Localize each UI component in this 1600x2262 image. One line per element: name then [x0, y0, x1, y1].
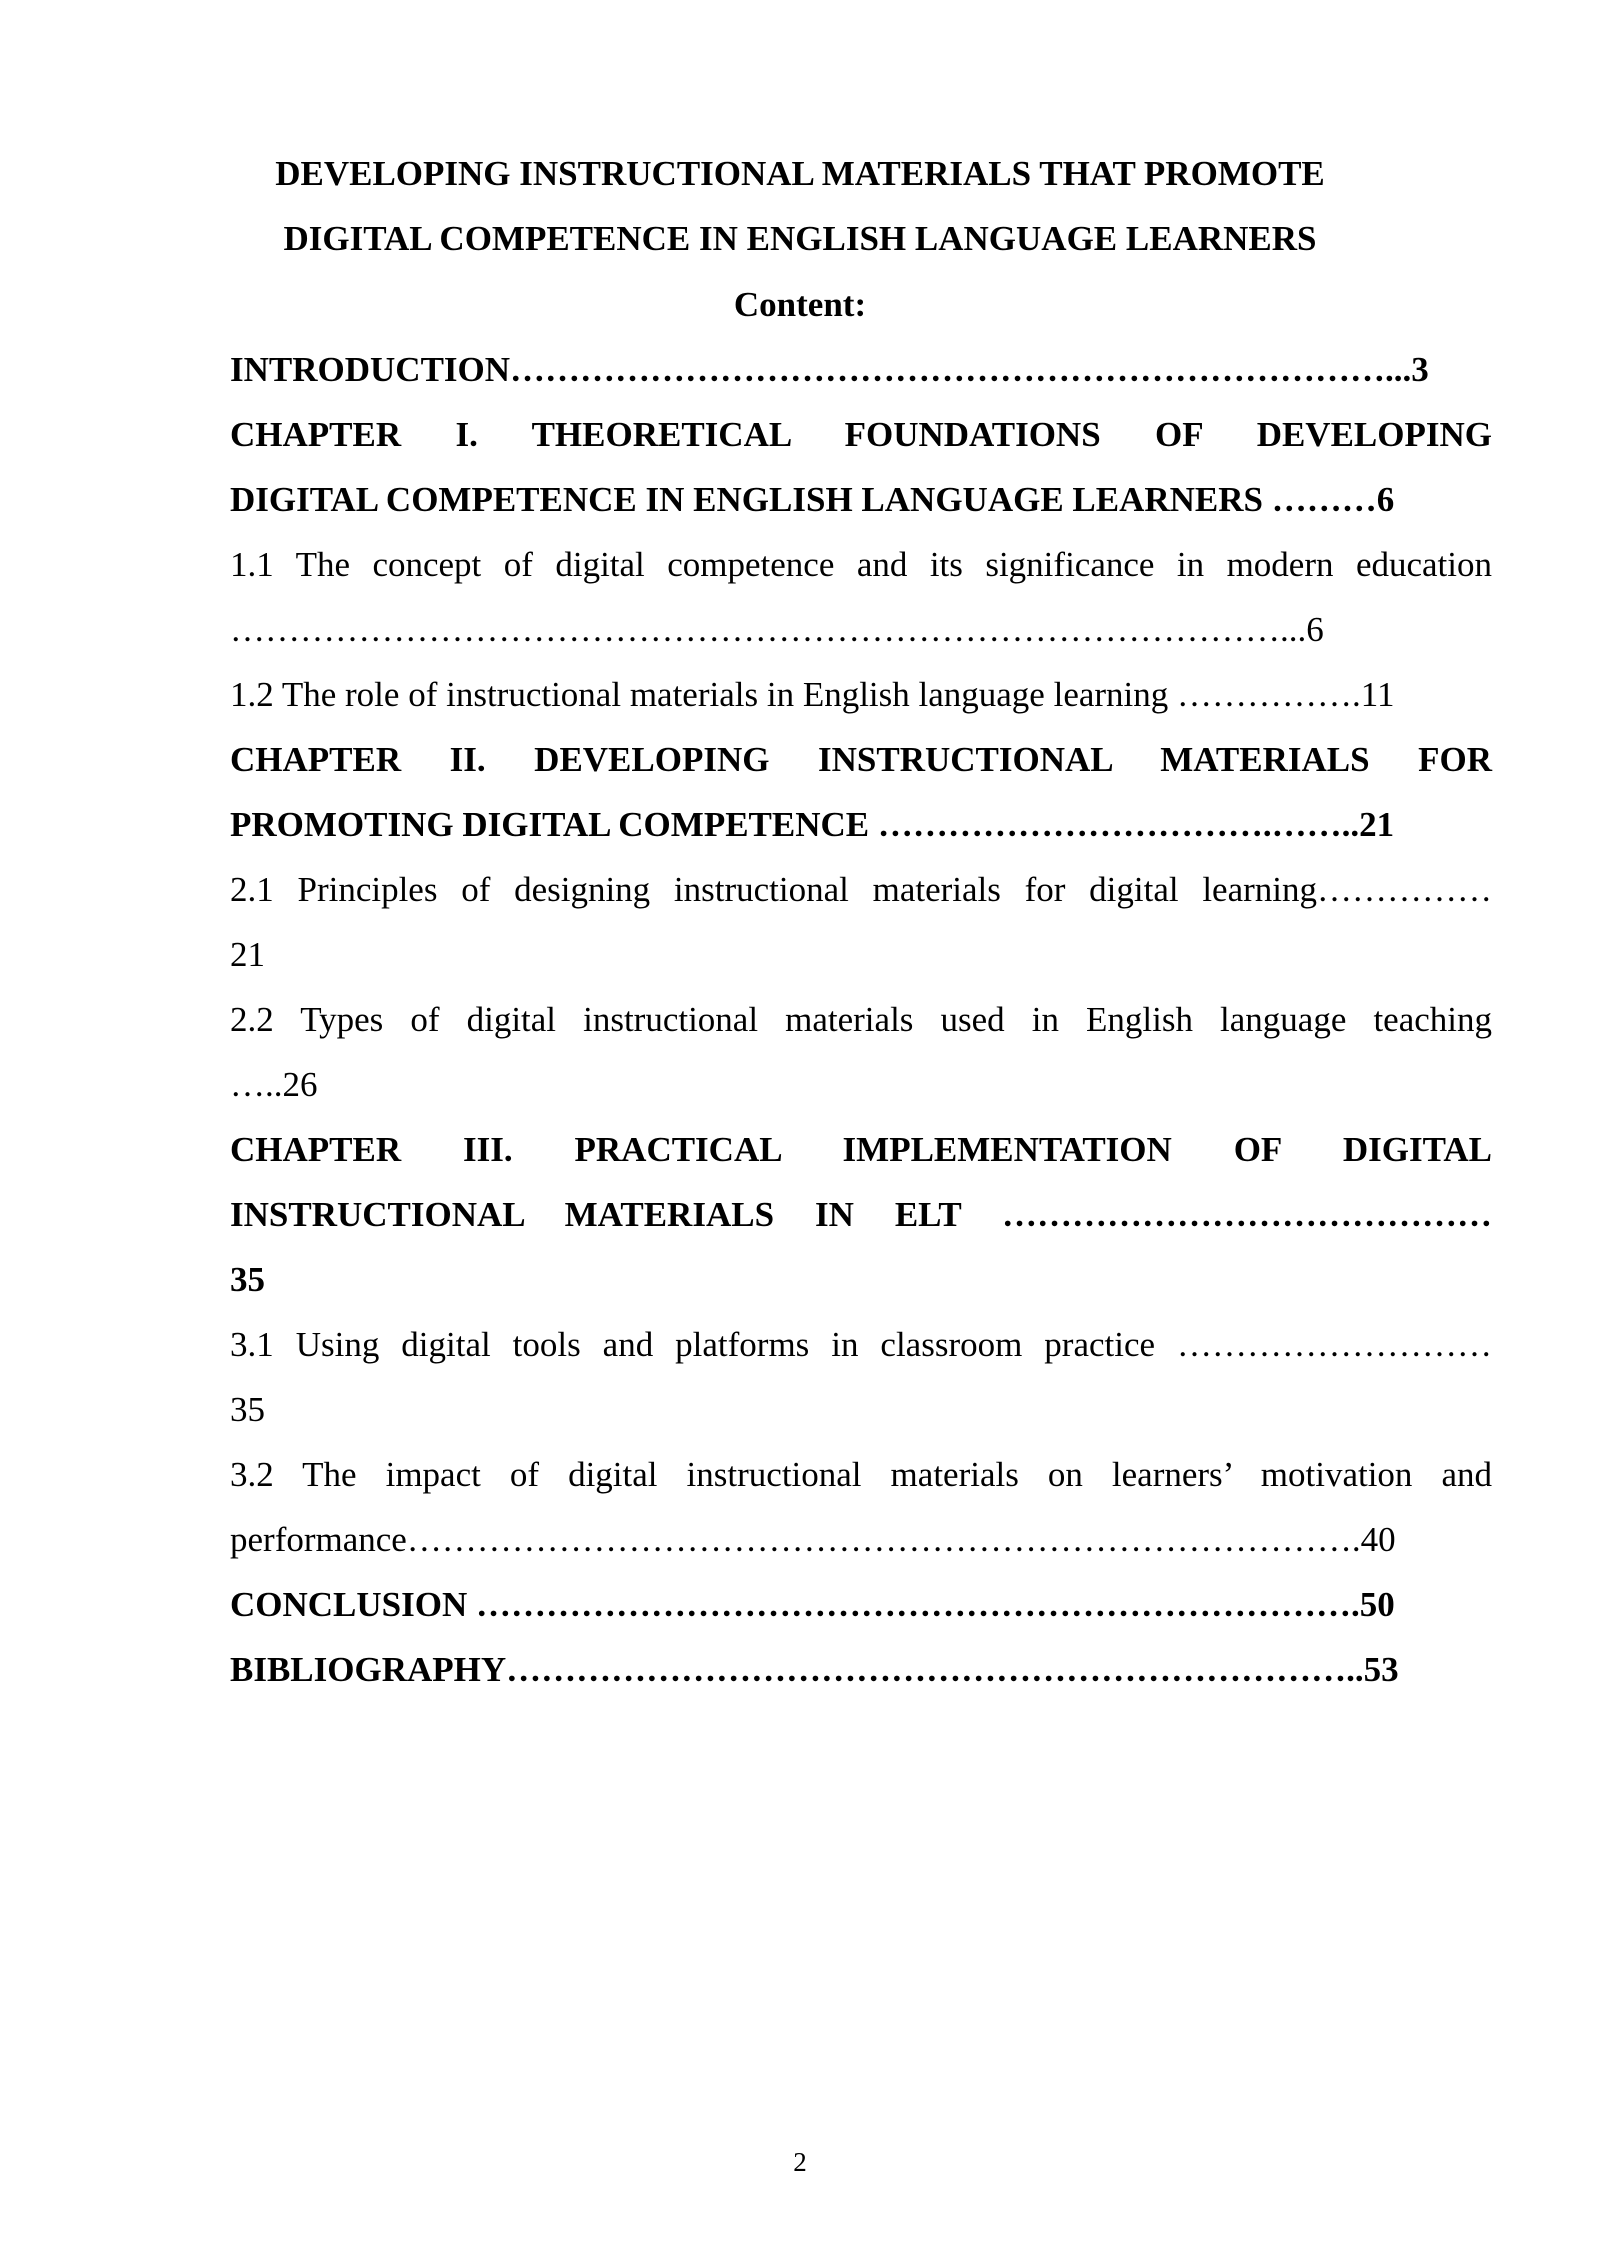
document-title-line-1: DEVELOPING INSTRUCTIONAL MATERIALS THAT PROMOTE: [275, 154, 1325, 193]
toc-chapter-3-line-3: 35: [230, 1260, 265, 1299]
toc-section-2-2-line-1: 2.2 Types of digital instructional materials used in English language teaching: [230, 1000, 1492, 1039]
toc-section-3-1-line-1: 3.1 Using digital tools and platforms in classroom practice ………………………: [230, 1325, 1492, 1364]
toc-chapter-3-line-1: CHAPTER III. PRACTICAL IMPLEMENTATION OF DIGITAL: [230, 1130, 1492, 1169]
content-heading: Content:: [733, 285, 867, 324]
toc-section-2-2-line-2: …..26: [230, 1065, 318, 1104]
toc-section-1-1-line-1: 1.1 The concept of digital competence and its significance in modern education: [230, 545, 1492, 584]
toc-section-3-2-line-1: 3.2 The impact of digital instructional materials on learners’ motivation and: [230, 1455, 1492, 1494]
toc-introduction: INTRODUCTION…………………………………………………………………...3: [230, 350, 1429, 389]
toc-chapter-1-line-1: CHAPTER I. THEORETICAL FOUNDATIONS OF DEVELOPING: [230, 415, 1492, 454]
toc-chapter-2-line-2: PROMOTING DIGITAL COMPETENCE …………………………….……..21: [230, 805, 1395, 844]
toc-section-2-1-line-2: 21: [230, 935, 265, 974]
toc-chapter-3-line-2: INSTRUCTIONAL MATERIALS IN ELT ……………………………………: [230, 1195, 1492, 1234]
toc-section-1-1-line-2: ………………………………………………………………………………...6: [230, 610, 1324, 649]
toc-section-3-2-line-2: performance……………………………………………………………………….40: [230, 1520, 1396, 1559]
toc-section-3-1-line-2: 35: [230, 1390, 265, 1429]
toc-section-1-2: 1.2 The role of instructional materials in English language learning …………….11: [230, 675, 1395, 714]
document-title-line-2: DIGITAL COMPETENCE IN ENGLISH LANGUAGE LEARNERS: [283, 219, 1317, 258]
toc-chapter-1-line-2: DIGITAL COMPETENCE IN ENGLISH LANGUAGE LEARNERS ………6: [230, 480, 1395, 519]
toc-chapter-2-line-1: CHAPTER II. DEVELOPING INSTRUCTIONAL MATERIALS FOR: [230, 740, 1492, 779]
page-number: 2: [793, 2147, 807, 2177]
toc-bibliography: BIBLIOGRAPHY………………………………………………………………..53: [230, 1650, 1399, 1689]
toc-conclusion: CONCLUSION ………………………………………………………………….50: [230, 1585, 1395, 1624]
toc-section-2-1-line-1: 2.1 Principles of designing instructional materials for digital learning……………: [230, 870, 1492, 909]
